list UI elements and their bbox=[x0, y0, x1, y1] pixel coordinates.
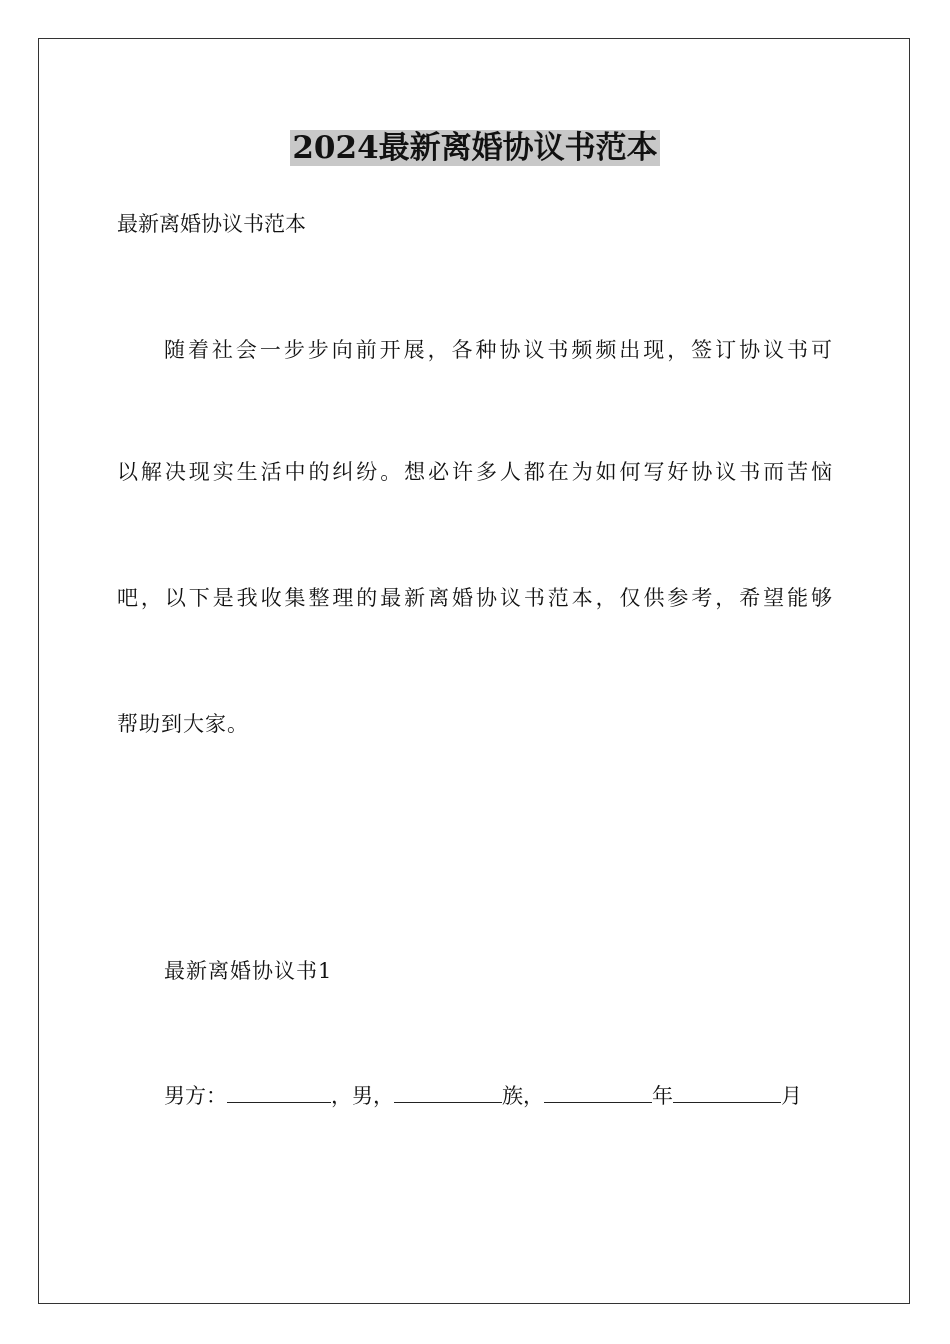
intro-paragraph-line-2: 以解决现实生活中的纠纷。想必许多人都在为如何写好协议书而苦恼 bbox=[117, 460, 833, 484]
intro-paragraph-line-3: 吧，以下是我收集整理的最新离婚协议书范本，仅供参考，希望能够 bbox=[117, 586, 833, 610]
gender-separator: ，男， bbox=[331, 1084, 394, 1108]
intro-paragraph-line-1: 随着社会一步步向前开展，各种协议书频频出现，签订协议书可 bbox=[164, 338, 833, 362]
section-heading: 最新离婚协议书1 bbox=[164, 959, 333, 983]
document-title-text: 2024最新离婚协议书范本 bbox=[292, 130, 658, 166]
document-title bbox=[0, 128, 950, 168]
year-label: 年 bbox=[652, 1084, 673, 1108]
male-party-line bbox=[164, 1081, 833, 1111]
birth-year-blank[interactable] bbox=[544, 1082, 652, 1103]
name-blank[interactable] bbox=[227, 1082, 331, 1103]
male-party-label: 男方： bbox=[164, 1084, 227, 1108]
birth-month-blank[interactable] bbox=[673, 1082, 781, 1103]
document-subtitle: 最新离婚协议书范本 bbox=[117, 212, 306, 236]
intro-paragraph-line-4: 帮助到大家。 bbox=[117, 712, 249, 736]
month-label: 月 bbox=[781, 1084, 802, 1108]
ethnicity-label: 族， bbox=[502, 1084, 544, 1108]
ethnicity-blank[interactable] bbox=[394, 1082, 502, 1103]
